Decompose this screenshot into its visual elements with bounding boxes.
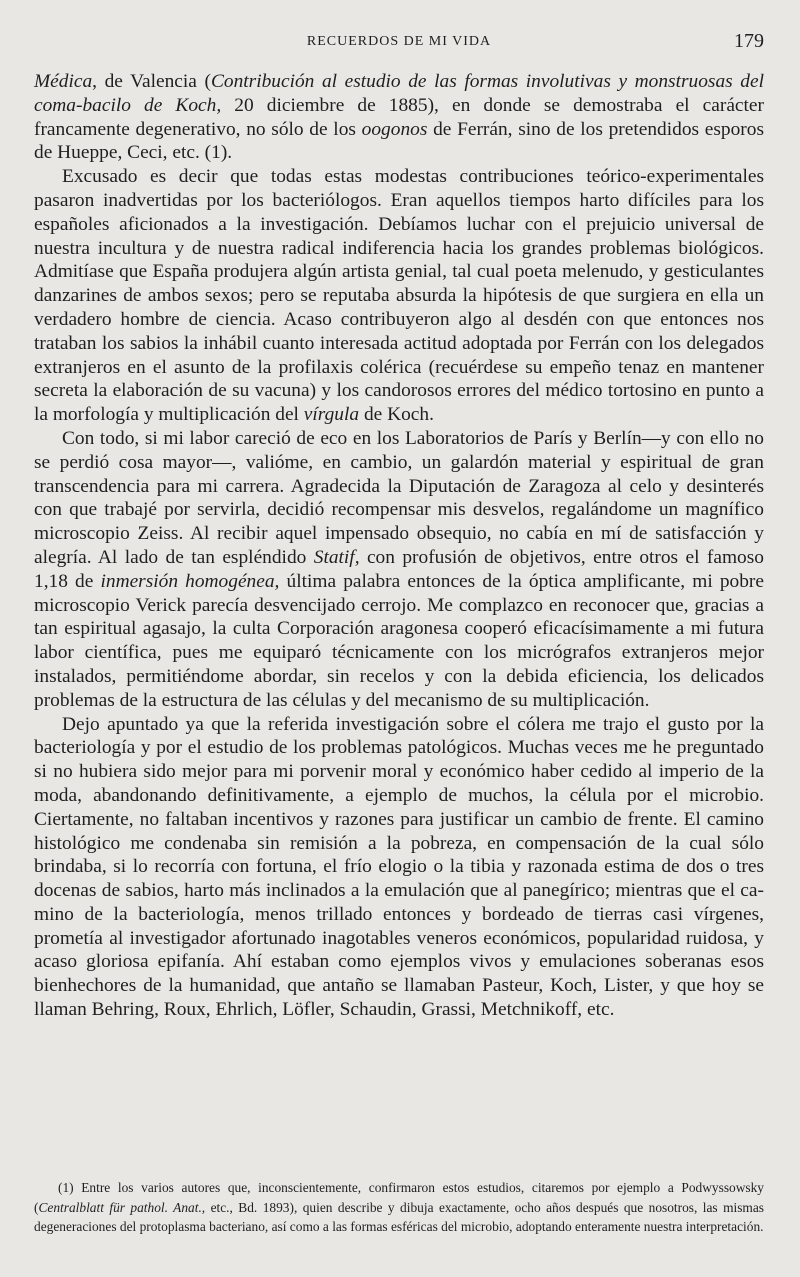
text-run: , de Valencia ( — [92, 71, 211, 92]
text-run: con profusión de objetivos, entre otros el famoso 1,18 de — [34, 546, 764, 592]
text-run: 20 diciembre de 1885), en donde se demostraba el carácter francamente degenerativo, no sólo de los — [34, 94, 764, 140]
page-header — [34, 30, 764, 54]
paragraph — [34, 165, 764, 427]
italic-text-run: Médica — [34, 71, 93, 92]
text-run: última palabra entonces de la óptica amplificante, mi pobre microscopio Verick parecía desvencijado cerrojo. Me complazco en reconocer que, gracias a tan espiritual agasajo, la culta Corporación aragonesa cooperó eficacísimamente a mi futura labor científica, pues me equiparó técnicamente con los micrógrafos extranjeros mejor instalados, permitiéndome abordar, sin recelos y con la debida eficiencia, los delicados problemas de la estructura de las células y del mecanismo de su multiplicación. — [34, 570, 764, 711]
text-run: (1) Entre los varios autores que, inconscientemente, confirmaron estos estudios, citaremos por ejemplo a Podwyssowsky ( — [34, 1180, 764, 1215]
paragraph — [34, 427, 764, 713]
running-title: RECUERDOS DE MI VIDA — [306, 34, 492, 49]
text-run: de Ferrán, sino de los pretendidos esporos de Hueppe, Ceci, etc. (1). — [34, 118, 765, 164]
footnote-1 — [34, 1178, 764, 1237]
body-text — [34, 70, 764, 1022]
paragraph — [34, 70, 764, 165]
page-number: 179 — [734, 30, 764, 52]
text-run: Con todo, si mi labor careció de eco en los Laboratorios de París y Berlín—y con ello no se perdió cosa mayor—, valióme, en cambio, un galardón material y espiritual de gran transcendencia para mi carrera. Agradecida la Diputación de Zaragoza al celo y desinterés con que trabajé por servirla, decidió recompensar mis desvelos, regalándome un magnífico microscopio Zeiss. Al recibir aquel impensado obsequio, no cabía en mí de satisfacción y alegría. Al lado de tan espléndido — [34, 427, 764, 568]
text-run: etc., Bd. 1893), quien describe y dibuja exactamente, ocho años después que nosotros, las mismas degeneraciones del protoplasma bacteriano, así como a las formas esféricas del microbio, adoptando enteramente nuestra interpretación. — [34, 1199, 764, 1234]
paragraph — [34, 713, 764, 1022]
italic-text-run: Centralblatt für pathol. Anat., — [38, 1199, 206, 1215]
footnotes — [34, 1178, 764, 1237]
text-run: Excusado es decir que todas estas modestas contribuciones teórico-experimentales pasaron inadvertidas por los bacteriólogos. Eran aquellos tiempos harto difíciles para los españoles aficionados a la investigación. Debíamos luchar con el prejuicio universal de nuestra incultura y de nuestra radical indiferencia hacia los grandes problemas biológicos. Admitíase que España produjera algún artista genial, tal cual poeta melenudo, y gesticulantes danzarines de ambos sexos; pero se reputaba absurda la hipótesis de que surgiera en ella un verdadero hombre de ciencia. Acaso contribuyeron algo al desdén con que entonces nos trataban los sabios la inhábil cuanto interesada actitud adoptada por Ferrán con los delegados extranjeros en el asunto de la profilaxis colérica (recuérdese su empeño tenaz en mantener secreta la elaboración de su vacuna) y los candorosos errores del médico tortosino en punto a la morfología y multiplicación del — [34, 166, 764, 426]
italic-text-run: inmersión homogénea, — [100, 570, 280, 592]
italic-text-run: vírgula — [303, 404, 360, 426]
italic-text-run: oogonos — [361, 118, 428, 140]
text-run: Dejo apuntado ya que la referida investigación sobre el cólera me trajo el gusto por la bacteriología y por el estudio de los problemas patológicos. Muchas veces me he preguntado si no hubiera sido mejor para mi porvenir moral y económico haber cedido al imperio de la moda, abandonando definitivamente, a ejemplo de muchos, la célula por el microbio. Ciertamente, no faltaban incentivos y razones para justificar un cambio de frente. El camino histológico me condenaba sin remisión a la pobreza, en compensación de la cual sólo brindaba, si lo recorría con fortuna, el frío elogio o la tibia y razonada estima de dos o tres docenas de sabios, harto más inclinados a la emulación que al panegírico; mientras que el camino de la bacteriología, menos trillado entonces y bordeado de tierras casi vírgenes, prometía al investigador afortunado inagotables veneros económicos, popularidad ruidosa, y acaso gloriosa epifanía. Ahí estaban como ejemplos vivos y emulaciones soberanas esos bienhechores de la humanidad, que antaño se llamaban Pasteur, Koch, Lister, y que hoy se llaman Behring, Roux, Ehrlich, Löfler, Schaudin, Grassi, Metchnikoff, etc. — [34, 713, 764, 1021]
italic-text-run: Statif, — [313, 546, 360, 568]
italic-text-run: Contribución al estudio de las formas involutivas y monstruosas del coma-bacilo de Koch, — [34, 71, 764, 116]
text-run: de Koch. — [359, 404, 434, 426]
